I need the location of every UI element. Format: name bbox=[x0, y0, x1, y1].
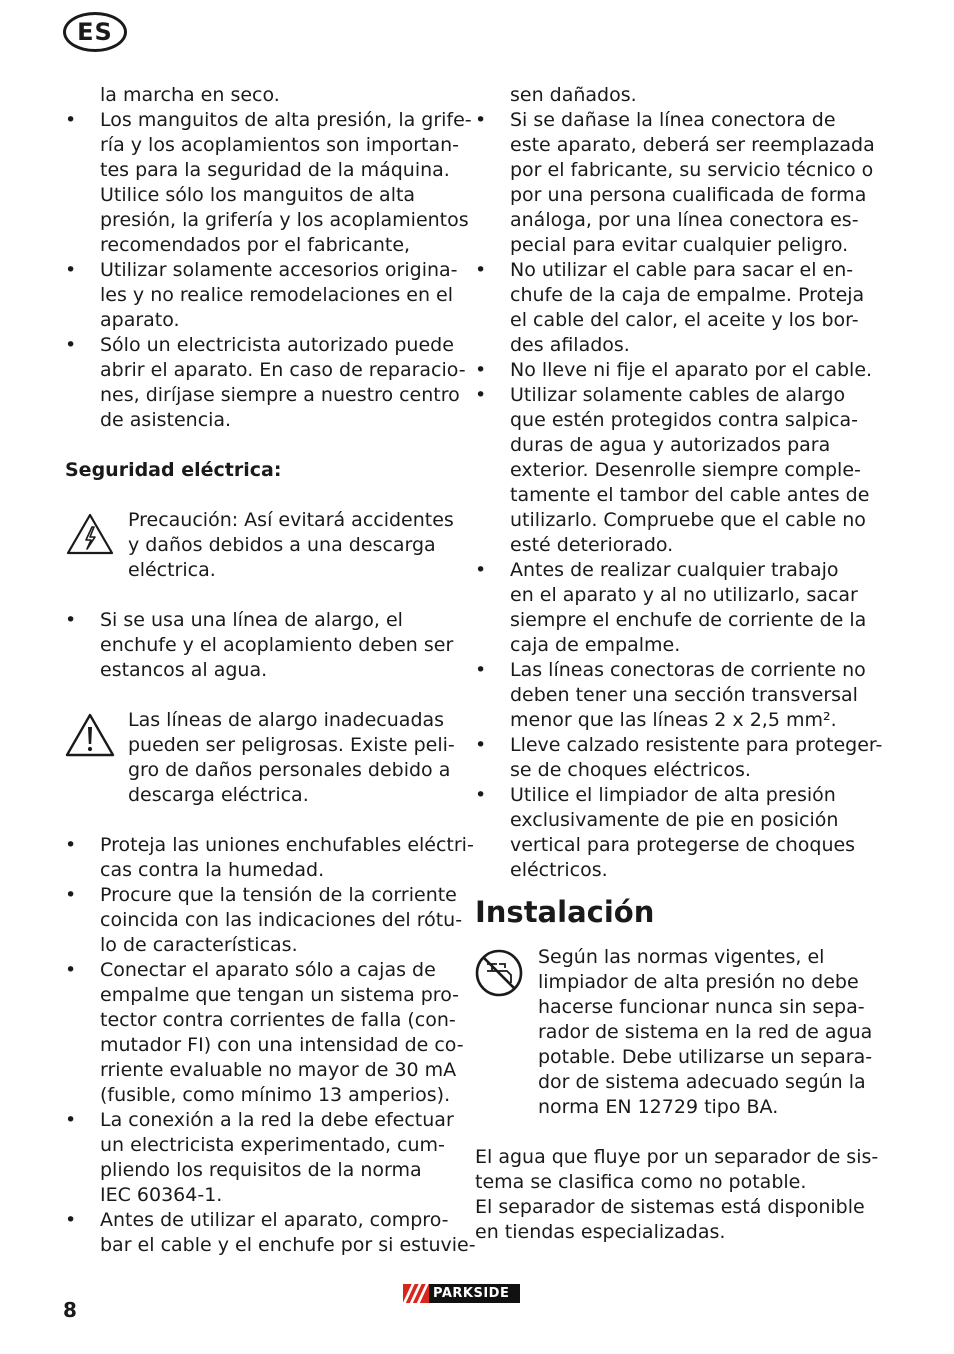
text-line: en tiendas especializadas. bbox=[475, 1221, 726, 1243]
text-line: limpiador de alta presión no debe bbox=[538, 971, 859, 993]
text-line: • Si se dañase la línea conectora de bbox=[510, 109, 836, 131]
bullet-item bbox=[65, 608, 454, 683]
text-line: sen dañados. bbox=[510, 84, 637, 106]
bullet-item bbox=[475, 558, 867, 658]
section-title: Instalación bbox=[475, 895, 655, 929]
text-line: vertical para protegerse de choques bbox=[510, 834, 856, 856]
text-line: • La conexión a la red la debe efectuar bbox=[100, 1109, 454, 1131]
logo-stripes bbox=[403, 1284, 429, 1303]
text-line: de asistencia. bbox=[100, 409, 232, 431]
general-warning-note bbox=[65, 708, 455, 808]
text-line: tamente el tambor del cable antes de bbox=[510, 484, 870, 506]
bullet-item bbox=[475, 383, 870, 558]
bullet-item bbox=[475, 783, 860, 883]
text-line: presión, la grifería y los acoplamientos bbox=[100, 209, 469, 231]
bullet-item bbox=[65, 883, 463, 958]
text-line: menor que las líneas 2 x 2,5 mm². bbox=[510, 709, 837, 731]
bullet-item bbox=[65, 258, 458, 333]
no-potable-water-icon bbox=[475, 945, 538, 1120]
text-line: pecial para evitar cualquier peligro. bbox=[510, 234, 849, 256]
text-line: ría y los acoplamientos son importan- bbox=[100, 134, 460, 156]
text-line: enchufe y el acoplamiento deben ser bbox=[100, 634, 454, 656]
warning-text bbox=[128, 708, 455, 808]
text-line: tes para la seguridad de la máquina. bbox=[100, 159, 450, 181]
text-line: siempre el enchufe de corriente de la bbox=[510, 609, 867, 631]
text-line: se de choques eléctricos. bbox=[510, 759, 751, 781]
text-line: chufe de la caja de empalme. Proteja bbox=[510, 284, 865, 306]
warning-text bbox=[128, 508, 454, 583]
text-line: pueden ser peligrosas. Existe peli- bbox=[128, 734, 455, 756]
text-line: hacerse funcionar nunca sin sepa- bbox=[538, 996, 865, 1018]
bullet-item bbox=[65, 108, 472, 258]
text-line: lo de características. bbox=[100, 934, 298, 956]
text-line: • Procure que la tensión de la corriente bbox=[100, 884, 457, 906]
bullet-item bbox=[475, 258, 865, 358]
notice-text bbox=[538, 945, 872, 1120]
text-line: por una persona cualificada de forma bbox=[510, 184, 867, 206]
bullet-item bbox=[65, 1208, 476, 1258]
text-line: • Antes de realizar cualquier trabajo bbox=[510, 559, 839, 581]
text-line: • Conectar el aparato sólo a cajas de bbox=[100, 959, 436, 981]
bullet-item bbox=[475, 733, 883, 783]
text-line: por el fabricante, su servicio técnico o bbox=[510, 159, 874, 181]
text-line: aparato. bbox=[100, 309, 180, 331]
text-line: utilizarlo. Compruebe que el cable no bbox=[510, 509, 866, 531]
text-line: cas contra la humedad. bbox=[100, 859, 325, 881]
text-line: eléctricos. bbox=[510, 859, 608, 881]
text-line: tector contra corrientes de falla (con- bbox=[100, 1009, 456, 1031]
text-line: en el aparato y al no utilizarlo, sacar bbox=[510, 584, 858, 606]
text-line: norma EN 12729 tipo BA. bbox=[538, 1096, 779, 1118]
text-line: abrir el aparato. En caso de reparacio- bbox=[100, 359, 466, 381]
text-line: • Sólo un electricista autorizado puede bbox=[100, 334, 454, 356]
text-line: rriente evaluable no mayor de 30 mA bbox=[100, 1059, 457, 1081]
text-line: (fusible, como mínimo 13 amperios). bbox=[100, 1084, 451, 1106]
text-line: IEC 60364-1. bbox=[100, 1184, 223, 1206]
text-line: este aparato, deberá ser reemplazada bbox=[510, 134, 875, 156]
text-line: • Utilizar solamente accesorios origina- bbox=[100, 259, 458, 281]
text-line: • Las líneas conectoras de corriente no bbox=[510, 659, 866, 681]
text-line: • Lleve calzado resistente para proteger- bbox=[510, 734, 883, 756]
bullet-item bbox=[65, 333, 466, 433]
text-line: tema se clasifica como no potable. bbox=[475, 1171, 807, 1193]
text-line: Las líneas de alargo inadecuadas bbox=[128, 709, 445, 731]
text-line: les y no realice remodelaciones en el bbox=[100, 284, 454, 306]
text-line: deben tener una sección transversal bbox=[510, 684, 858, 706]
text-line: que estén protegidos contra salpica- bbox=[510, 409, 858, 431]
text-line: pliendo los requisitos de la norma bbox=[100, 1159, 422, 1181]
text-line: • Si se usa una línea de alargo, el bbox=[100, 609, 403, 631]
text-line: • Los manguitos de alta presión, la grife- bbox=[100, 109, 472, 131]
text-line: dor de sistema adecuado según la bbox=[538, 1071, 866, 1093]
electric-warning-icon bbox=[65, 508, 128, 583]
page-number: 8 bbox=[63, 1298, 77, 1322]
text-line: Precaución: Así evitará accidentes bbox=[128, 509, 454, 531]
bullet-item bbox=[475, 108, 875, 258]
parkside-logo bbox=[403, 1284, 520, 1303]
text-line: descarga eléctrica. bbox=[128, 784, 309, 806]
text-line: análoga, por una línea conectora es- bbox=[510, 209, 859, 231]
text-line: estancos al agua. bbox=[100, 659, 268, 681]
text-line: un electricista experimentado, cum- bbox=[100, 1134, 445, 1156]
bullet-item bbox=[475, 658, 866, 733]
water-notice bbox=[475, 945, 873, 1120]
language-badge: ES bbox=[63, 12, 127, 52]
section-heading: Seguridad eléctrica: bbox=[65, 459, 282, 481]
text-line: El agua que fluye por un separador de sis- bbox=[475, 1146, 879, 1168]
bullet-item bbox=[65, 833, 474, 883]
text-line: El separador de sistemas está disponible bbox=[475, 1196, 865, 1218]
text-line: gro de daños personales debido a bbox=[128, 759, 451, 781]
text-line: potable. Debe utilizarse un separa- bbox=[538, 1046, 873, 1068]
text-line: nes, diríjase siempre a nuestro centro bbox=[100, 384, 460, 406]
text-line: • No lleve ni fije el aparato por el cable. bbox=[510, 359, 873, 381]
bullet-item bbox=[65, 1108, 454, 1208]
text-line: • Utilice el limpiador de alta presión bbox=[510, 784, 836, 806]
electric-warning-note bbox=[65, 508, 454, 583]
text-line: duras de agua y autorizados para bbox=[510, 434, 831, 456]
bullet-item bbox=[475, 358, 873, 383]
text-line: caja de empalme. bbox=[510, 634, 681, 656]
text-line: esté deteriorado. bbox=[510, 534, 674, 556]
text-line: y daños debidos a una descarga bbox=[128, 534, 436, 556]
text-line: • Utilizar solamente cables de alargo bbox=[510, 384, 846, 406]
text-line: Según las normas vigentes, el bbox=[538, 946, 825, 968]
right-column bbox=[475, 83, 883, 1245]
text-line: bar el cable y el enchufe por si estuvie- bbox=[100, 1234, 476, 1256]
text-line: • Antes de utilizar el aparato, compro- bbox=[100, 1209, 449, 1231]
text-line: la marcha en seco. bbox=[100, 84, 280, 106]
left-column bbox=[65, 83, 476, 1258]
text-line: coincida con las indicaciones del rótu- bbox=[100, 909, 463, 931]
text-line: rador de sistema en la red de agua bbox=[538, 1021, 873, 1043]
text-line: des afilados. bbox=[510, 334, 630, 356]
text-line: eléctrica. bbox=[128, 559, 216, 581]
text-line: empalme que tengan un sistema pro- bbox=[100, 984, 460, 1006]
brand-name: PARKSIDE bbox=[433, 1286, 510, 1301]
general-warning-icon bbox=[65, 708, 128, 808]
text-line: mutador FI) con una intensidad de co- bbox=[100, 1034, 464, 1056]
text-line: el cable del calor, el aceite y los bor- bbox=[510, 309, 859, 331]
paragraph bbox=[475, 1145, 879, 1245]
text-line: exterior. Desenrolle siempre comple- bbox=[510, 459, 861, 481]
text-line: Utilice sólo los manguitos de alta bbox=[100, 184, 416, 206]
text-line: exclusivamente de pie en posición bbox=[510, 809, 839, 831]
text-line: • Proteja las uniones enchufables eléctri- bbox=[100, 834, 474, 856]
bullet-item bbox=[65, 958, 464, 1108]
text-line: recomendados por el fabricante, bbox=[100, 234, 411, 256]
text-line: • No utilizar el cable para sacar el en- bbox=[510, 259, 854, 281]
